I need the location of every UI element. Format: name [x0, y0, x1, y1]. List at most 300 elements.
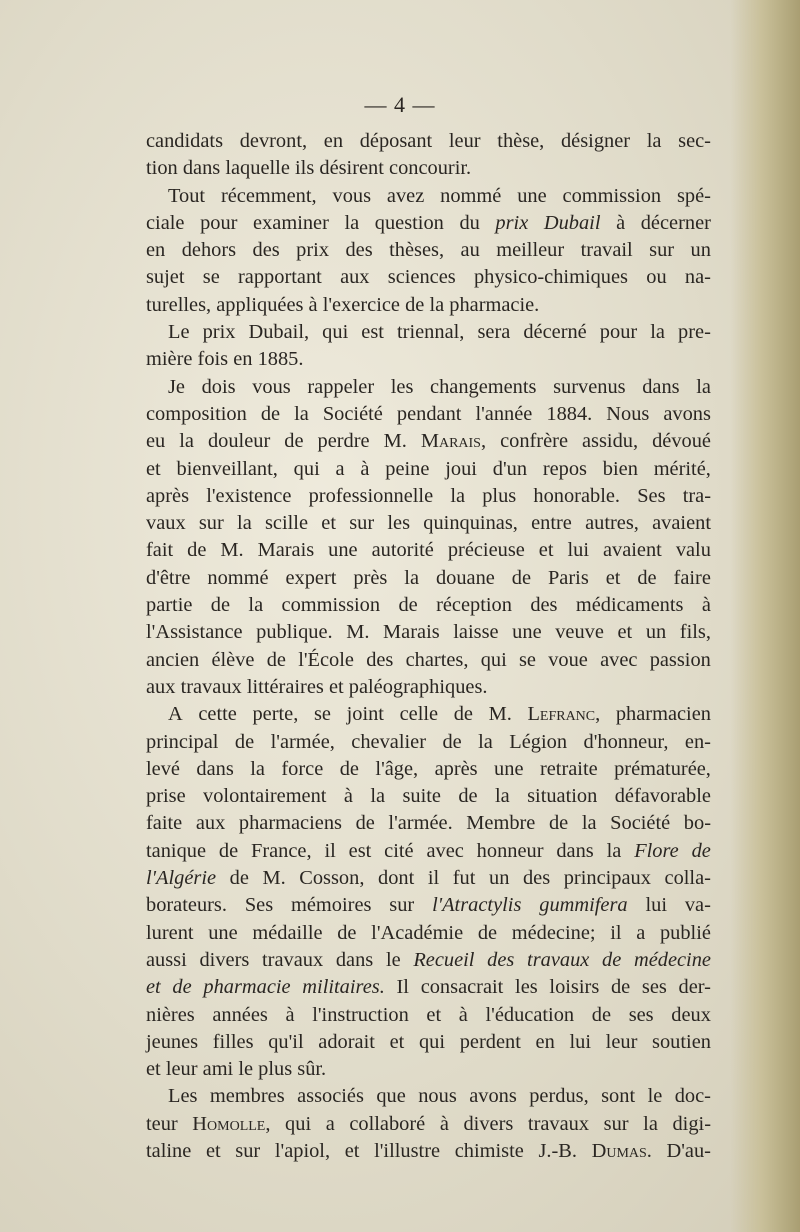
word: Société — [610, 812, 671, 835]
word: ses — [641, 976, 667, 999]
word: thèse, — [497, 130, 545, 152]
word: qui — [418, 1030, 446, 1053]
word: récemment, — [220, 184, 317, 207]
word: sujet — [146, 266, 185, 289]
word: la — [294, 402, 309, 425]
word: de — [405, 293, 425, 316]
word: la — [646, 130, 662, 152]
word: perte, — [252, 703, 299, 726]
word: désigner — [560, 130, 631, 152]
word: dont — [378, 867, 415, 890]
word: une — [494, 757, 524, 780]
word: Je — [168, 375, 185, 398]
word: qu'il — [268, 1030, 304, 1053]
word: ou — [646, 266, 667, 289]
word: au — [460, 239, 480, 262]
word: Légion — [509, 730, 568, 753]
word: l'exercice — [322, 293, 400, 316]
text-line — [146, 237, 711, 264]
word: de — [172, 976, 192, 999]
word: cité — [384, 839, 414, 862]
word: la — [650, 321, 665, 344]
text-line — [146, 1111, 711, 1138]
word: que — [376, 1085, 406, 1108]
word: l'apiol, — [274, 1139, 331, 1162]
word: M. — [383, 430, 407, 453]
word: ancien — [146, 648, 200, 671]
word: des — [522, 867, 551, 890]
word: divers — [199, 948, 250, 971]
word: soutien — [652, 1030, 711, 1053]
word: Recueil — [413, 948, 475, 971]
word: publique. — [256, 621, 333, 644]
word: Lefranc, — [527, 703, 601, 726]
word: après — [146, 484, 190, 507]
word: qui — [322, 321, 349, 344]
word: il — [427, 867, 440, 890]
word: la — [344, 211, 360, 234]
word: ami — [202, 1058, 234, 1081]
word: physico-chimiques — [473, 266, 628, 289]
body-text — [146, 128, 711, 1165]
word: travaux — [527, 1112, 590, 1135]
word: et — [205, 1139, 221, 1162]
word: désirent — [319, 157, 384, 180]
text-line — [146, 401, 711, 428]
word: M. — [220, 539, 244, 562]
word: à — [343, 785, 353, 808]
word: avec — [426, 839, 464, 862]
word: meilleur — [496, 239, 565, 262]
word: la — [370, 785, 386, 808]
word: faire — [673, 566, 711, 589]
word: l'armée, — [270, 730, 335, 753]
word: la — [179, 430, 194, 453]
word: de — [637, 566, 657, 589]
word: Tout — [168, 184, 206, 207]
word: l'Assistance — [146, 621, 243, 644]
word: les — [515, 976, 538, 999]
word: travail — [580, 239, 633, 262]
word: peine — [385, 457, 430, 480]
word: pour — [599, 321, 638, 344]
word: le — [385, 948, 401, 971]
word: veuve — [555, 621, 604, 644]
word: leur — [448, 130, 481, 152]
word: militaires. — [302, 976, 385, 999]
word: loisirs — [549, 976, 600, 999]
word: ses — [628, 1003, 654, 1026]
word: lui — [569, 1030, 591, 1053]
word: fois — [197, 348, 229, 371]
word: entre — [531, 512, 572, 535]
word: dehors — [181, 239, 237, 262]
word: l'existence — [206, 484, 292, 507]
word: et — [617, 621, 633, 644]
word: prix — [202, 321, 236, 344]
word: question — [374, 211, 444, 234]
word: en- — [684, 730, 711, 753]
word: suite — [402, 785, 441, 808]
word: décerné — [523, 321, 587, 344]
word: teur — [146, 1112, 178, 1135]
text-line — [146, 155, 711, 182]
text-line — [146, 974, 711, 1001]
word: la — [450, 484, 466, 507]
word: il — [324, 839, 336, 862]
word: de — [691, 839, 711, 862]
text-line — [146, 346, 711, 373]
word: nières — [146, 1003, 195, 1026]
word: à — [439, 1112, 449, 1135]
word: aux — [195, 812, 226, 835]
word: à — [360, 457, 370, 480]
word: associés — [297, 1085, 364, 1108]
word: de — [591, 1003, 612, 1026]
word: douleur — [207, 430, 271, 453]
word: appliquées — [216, 293, 304, 316]
word: principaux — [563, 867, 651, 890]
word: qui — [480, 648, 507, 671]
word: Le — [168, 321, 190, 344]
word: lurent — [146, 921, 194, 944]
word: mérité, — [653, 457, 711, 480]
text-line — [146, 701, 711, 728]
word: avez — [386, 184, 425, 207]
word: de — [187, 539, 207, 562]
word: années — [212, 1003, 268, 1026]
word: rapportant — [238, 266, 322, 289]
word: autres, — [585, 512, 639, 535]
word: Homolle, — [192, 1112, 271, 1135]
word: d'être — [146, 566, 191, 589]
word: l'illustre — [374, 1139, 441, 1162]
word: confrère — [500, 430, 568, 453]
word: Les — [168, 1085, 198, 1108]
word: l'éducation — [485, 1003, 575, 1026]
word: deux — [671, 1003, 711, 1026]
word: pharmacien — [615, 703, 711, 726]
word: à — [308, 293, 318, 316]
word: D'au- — [666, 1139, 711, 1162]
word: sont — [601, 1085, 636, 1108]
word: lui — [645, 894, 667, 917]
text-line — [146, 537, 711, 564]
word: la — [494, 785, 510, 808]
text-line — [146, 947, 711, 974]
word: une — [517, 184, 547, 207]
word: la — [696, 375, 711, 398]
word: plus — [258, 1058, 293, 1081]
word: valu — [675, 539, 711, 562]
word: a — [335, 457, 345, 480]
text-line — [146, 510, 711, 537]
word: de — [355, 812, 375, 835]
word: filles — [212, 1030, 254, 1053]
word: pendant — [396, 402, 462, 425]
word: tion — [146, 157, 178, 180]
word: 1884. — [546, 402, 593, 425]
word: réception — [436, 594, 512, 617]
word: digi- — [672, 1112, 711, 1135]
text-line — [146, 756, 711, 783]
text-line — [146, 647, 711, 674]
word: médecine; — [511, 921, 596, 944]
word: Dubail — [543, 211, 601, 234]
word: la — [429, 293, 445, 316]
word: leur — [165, 1058, 198, 1081]
word: de — [218, 839, 239, 862]
word: dans — [182, 157, 221, 180]
word: colla- — [664, 867, 711, 890]
word: taline — [146, 1139, 192, 1162]
word: honneur — [476, 839, 544, 862]
word: une — [208, 921, 238, 944]
word: l'Académie — [371, 921, 464, 944]
word: des — [345, 239, 373, 262]
word: à — [285, 1003, 295, 1026]
word: mémoires — [291, 894, 372, 917]
word: l'Algérie — [146, 867, 217, 890]
word: pour — [200, 211, 238, 234]
text-line — [146, 674, 711, 701]
word: joui — [445, 457, 477, 480]
word: la — [643, 1112, 658, 1135]
word: précieuse — [447, 539, 525, 562]
word: collaboré — [349, 1112, 426, 1135]
text-line — [146, 374, 711, 401]
word: Il — [396, 976, 409, 999]
word: dois — [201, 375, 236, 398]
word: une — [512, 621, 542, 644]
word: principal — [146, 730, 219, 753]
word: gummifera — [539, 894, 628, 917]
word: concourir. — [389, 157, 472, 180]
word: fils, — [679, 621, 711, 644]
word: leur — [605, 1030, 638, 1053]
word: sera — [477, 321, 511, 344]
word: élève — [211, 648, 255, 671]
word: vous — [252, 375, 291, 398]
word: nous — [418, 1085, 457, 1108]
word: la — [478, 730, 493, 753]
word: dans — [196, 757, 234, 780]
word: vous — [332, 184, 372, 207]
word: ciale — [146, 211, 185, 234]
text-line — [146, 619, 711, 646]
word: paléographiques. — [348, 675, 488, 698]
word: Ses — [637, 484, 666, 507]
word: les — [387, 512, 411, 535]
word: la — [250, 757, 265, 780]
word: commission — [562, 184, 662, 207]
word: une — [328, 539, 358, 562]
word: Marais — [383, 621, 440, 644]
word: fait — [146, 539, 174, 562]
word: Marais — [257, 539, 315, 562]
word: doc- — [674, 1085, 711, 1108]
word: scille — [264, 512, 309, 535]
word: aux — [146, 675, 176, 698]
word: qui — [293, 457, 320, 480]
word: près — [353, 566, 388, 589]
word: perdre — [317, 430, 370, 453]
word: médecine — [633, 948, 711, 971]
word: à — [458, 1003, 468, 1026]
word: Dumas. — [591, 1139, 652, 1162]
word: sur — [649, 239, 675, 262]
word: eu — [146, 430, 166, 453]
word: turelles, — [146, 293, 212, 316]
word: de — [453, 703, 473, 726]
word: va- — [684, 894, 711, 917]
word: faite — [146, 812, 183, 835]
word: est — [361, 321, 384, 344]
word: décerner — [640, 211, 711, 234]
word: et — [321, 512, 336, 535]
word: un — [690, 239, 711, 262]
word: bo- — [683, 812, 711, 835]
word: mière — [146, 348, 193, 371]
text-line — [146, 865, 711, 892]
text-line — [146, 838, 711, 865]
word: aux — [340, 266, 370, 289]
word: devront, — [239, 130, 308, 152]
text-line — [146, 183, 711, 210]
word: et — [426, 1003, 442, 1026]
word: de — [229, 867, 249, 890]
word: fut — [452, 867, 476, 890]
word: et — [389, 1030, 405, 1053]
word: survenus — [553, 375, 626, 398]
word: de — [339, 757, 359, 780]
word: sciences — [387, 266, 456, 289]
word: triennal, — [397, 321, 465, 344]
word: l'instruction — [312, 1003, 409, 1026]
word: se — [518, 648, 536, 671]
word: de — [284, 430, 304, 453]
word: repos — [542, 457, 587, 480]
word: Flore — [634, 839, 679, 862]
word: vaux — [146, 512, 186, 535]
page-number: — 4 — — [364, 92, 436, 117]
word: chartes, — [405, 648, 469, 671]
word: pharmacie. — [449, 293, 540, 316]
word: voue — [548, 648, 588, 671]
text-line — [146, 292, 711, 319]
word: situation — [527, 785, 598, 808]
word: Membre — [466, 812, 536, 835]
page-edge-shadow — [730, 0, 800, 1232]
word: l'Atractylis — [432, 894, 522, 917]
word: de — [477, 921, 498, 944]
word: plus — [482, 484, 517, 507]
word: levé — [146, 757, 180, 780]
word: honorable. — [533, 484, 621, 507]
word: un — [489, 867, 510, 890]
word: des — [530, 594, 558, 617]
word: l'âge, — [375, 757, 419, 780]
word: la — [606, 839, 622, 862]
word: la — [248, 594, 264, 617]
word: chevalier — [351, 730, 427, 753]
text-line — [146, 1083, 711, 1110]
word: Ses — [244, 894, 274, 917]
text-line — [146, 1056, 711, 1083]
word: expert — [285, 566, 337, 589]
text-line — [146, 264, 711, 291]
text-line — [146, 1029, 711, 1056]
word: Marais, — [420, 430, 487, 453]
word: des — [487, 948, 515, 971]
word: A — [168, 703, 183, 726]
text-line — [146, 810, 711, 837]
word: jeunes — [146, 1030, 199, 1053]
word: du — [459, 211, 480, 234]
word: laisse — [453, 621, 499, 644]
word: rappeler — [307, 375, 375, 398]
word: M. — [262, 867, 286, 890]
word: douane — [435, 566, 495, 589]
word: lui — [567, 539, 589, 562]
text-line — [146, 210, 711, 237]
word: spé- — [676, 184, 711, 207]
word: sur — [349, 512, 375, 535]
word: prise — [146, 785, 186, 808]
word: et — [146, 1058, 161, 1081]
word: professionnelle — [308, 484, 434, 507]
word: consacrait — [420, 976, 504, 999]
text-line — [146, 592, 711, 619]
word: sur — [235, 1139, 261, 1162]
word: sûr. — [297, 1058, 327, 1081]
word: passion — [649, 648, 711, 671]
word: dévoué — [652, 430, 711, 453]
word: des — [252, 239, 280, 262]
word: se — [313, 703, 331, 726]
word: de — [266, 648, 286, 671]
word: des — [366, 648, 394, 671]
word: quinquinas, — [423, 512, 518, 535]
word: volontairement — [203, 785, 327, 808]
word: les — [390, 375, 414, 398]
word: changements — [430, 375, 537, 398]
word: en — [146, 239, 166, 262]
word: travaux — [262, 948, 324, 971]
word: après — [434, 757, 478, 780]
text-line — [146, 1002, 711, 1029]
word: de — [210, 594, 231, 617]
word: sur — [389, 894, 415, 917]
word: Nous — [606, 402, 650, 425]
word: en — [535, 1030, 555, 1053]
word: le — [647, 1085, 663, 1108]
word: M. — [346, 621, 370, 644]
word: en — [323, 130, 344, 152]
word: commission — [281, 594, 381, 617]
word: a — [636, 921, 646, 944]
word: la — [581, 812, 597, 835]
word: de — [337, 921, 357, 944]
word: la — [404, 566, 420, 589]
word: de — [602, 948, 622, 971]
word: il — [610, 921, 622, 944]
word: le — [238, 1058, 254, 1081]
word: tanique — [146, 839, 207, 862]
text-line — [146, 128, 711, 155]
word: de — [234, 730, 255, 753]
text-line — [146, 783, 711, 810]
